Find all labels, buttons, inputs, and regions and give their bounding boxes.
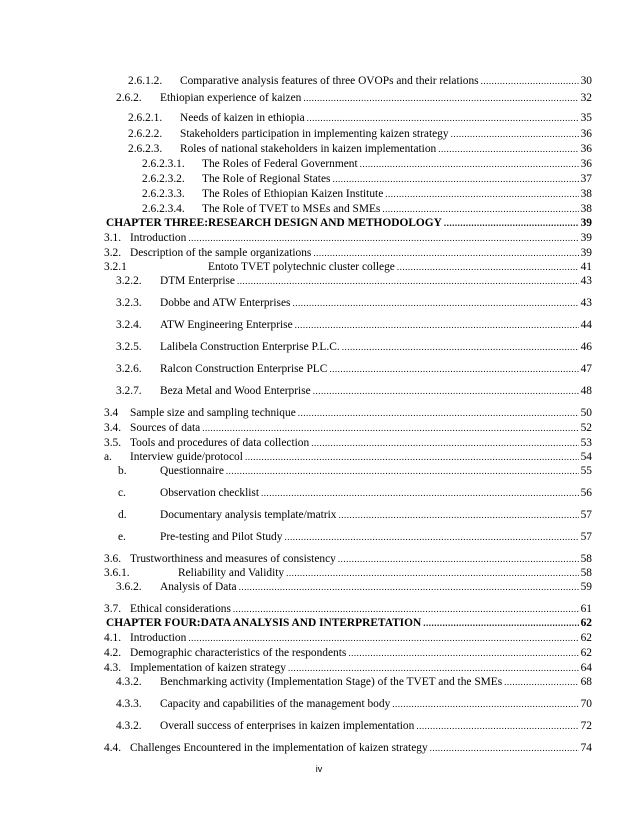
leader-dots bbox=[313, 246, 578, 260]
leader-dots bbox=[288, 661, 579, 675]
leader-dots bbox=[188, 231, 578, 245]
leader-dots bbox=[332, 172, 578, 186]
toc-entry-title: Entoto TVET polytechnic cluster college bbox=[208, 261, 395, 273]
leader-dots bbox=[286, 566, 579, 580]
leader-dots bbox=[348, 646, 578, 660]
leader-dots bbox=[504, 675, 578, 689]
leader-dots bbox=[392, 697, 578, 711]
toc-entry bbox=[116, 340, 592, 354]
toc-entry bbox=[142, 187, 592, 201]
toc-entry bbox=[118, 508, 592, 522]
toc-entry-page: 50 bbox=[580, 407, 592, 419]
toc-entry-title: Interview guide/protocol bbox=[130, 451, 243, 463]
toc-entry-number: 4.2. bbox=[104, 647, 122, 659]
toc-chapter-heading bbox=[106, 216, 592, 230]
toc-entry-number: 3.2.6. bbox=[116, 363, 142, 375]
leader-dots bbox=[313, 384, 579, 398]
toc-entry bbox=[104, 552, 592, 566]
toc-entry-number: 3.7. bbox=[104, 603, 122, 615]
toc-entry-number: 2.6.1.2. bbox=[128, 75, 163, 87]
leader-dots bbox=[295, 318, 579, 332]
toc-entry-title: ATW Engineering Enterprise bbox=[160, 319, 293, 331]
toc-entry-page: 48 bbox=[580, 385, 592, 397]
toc-entry bbox=[116, 91, 592, 105]
toc-entry-number: 4.3. bbox=[104, 662, 122, 674]
toc-entry-number: 3.2.2. bbox=[116, 275, 142, 287]
toc-entry-number: 3.2. bbox=[104, 247, 122, 259]
leader-dots bbox=[188, 631, 578, 645]
toc-entry-title: Lalibela Construction Enterprise P.L.C. bbox=[160, 341, 340, 353]
leader-dots bbox=[385, 187, 578, 201]
toc-entry-title: Implementation of kaizen strategy bbox=[130, 662, 286, 674]
toc-entry-number: 3.2.4. bbox=[116, 319, 142, 331]
toc-entry bbox=[104, 661, 592, 675]
toc-entry bbox=[118, 464, 592, 478]
toc-entry-page: 36 bbox=[580, 128, 592, 140]
toc-entry-page: 35 bbox=[580, 112, 592, 124]
toc-entry-number: 2.6.2. bbox=[116, 92, 142, 104]
toc-entry bbox=[104, 741, 592, 755]
toc-entry-page: 46 bbox=[580, 341, 592, 353]
toc-entry-number: 2.6.2.3. bbox=[128, 143, 163, 155]
toc-entry-number: 3.1. bbox=[104, 232, 122, 244]
toc-entry-title: Demographic characteristics of the respondents bbox=[130, 647, 347, 659]
toc-entry-number: b. bbox=[118, 465, 127, 477]
toc-entry-page: 62 bbox=[580, 647, 592, 659]
page-number-footer: iv bbox=[315, 764, 323, 774]
toc-entry-page: 36 bbox=[580, 143, 592, 155]
toc-entry-page: 72 bbox=[580, 720, 592, 732]
toc-entry-number: c. bbox=[118, 487, 126, 499]
toc-entry bbox=[128, 74, 592, 88]
leader-dots bbox=[329, 362, 578, 376]
leader-dots bbox=[360, 157, 579, 171]
toc-entry bbox=[104, 246, 592, 260]
toc-entry-title: Tools and procedures of data collection bbox=[130, 437, 310, 449]
toc-entry-page: 70 bbox=[580, 698, 592, 710]
toc-entry-title: The Role of Regional States bbox=[202, 173, 331, 185]
toc-entry-number: 3.6.2. bbox=[116, 581, 142, 593]
toc-entry bbox=[118, 486, 592, 500]
toc-entry-page: 37 bbox=[580, 173, 592, 185]
toc-entry-title: Analysis of Data bbox=[160, 581, 237, 593]
toc-entry-number: 3.6. bbox=[104, 553, 122, 565]
toc-entry bbox=[128, 111, 592, 125]
leader-dots bbox=[284, 530, 578, 544]
leader-dots bbox=[226, 464, 579, 478]
toc-entry-page: 55 bbox=[580, 465, 592, 477]
toc-entry-page: 54 bbox=[580, 451, 592, 463]
toc-entry-title: Sources of data bbox=[130, 422, 201, 434]
toc-entry-title: Ralcon Construction Enterprise PLC bbox=[160, 363, 328, 375]
toc-entry-number: 4.4. bbox=[104, 742, 122, 754]
leader-dots bbox=[245, 450, 579, 464]
leader-dots bbox=[298, 406, 579, 420]
toc-entry-title: Benchmarking activity (Implementation Stage) of the TVET and the SMEs bbox=[160, 676, 503, 688]
toc-entry-page: 43 bbox=[580, 297, 592, 309]
toc-entry-title: Needs of kaizen in ethiopia bbox=[180, 112, 305, 124]
toc-entry-page: 41 bbox=[580, 261, 592, 273]
toc-entry bbox=[104, 566, 592, 580]
leader-dots bbox=[339, 508, 579, 522]
toc-entry-number: 3.5. bbox=[104, 437, 122, 449]
toc-entry-title: DTM Enterprise bbox=[160, 275, 235, 287]
leader-dots bbox=[261, 486, 579, 500]
toc-entry-page: 58 bbox=[580, 553, 592, 565]
toc-entry-title: CHAPTER THREE:RESEARCH DESIGN AND METHODOLOGY bbox=[106, 217, 442, 229]
toc-entry bbox=[104, 436, 592, 450]
toc-entry-number: 3.2.7. bbox=[116, 385, 142, 397]
toc-entry-page: 59 bbox=[580, 581, 592, 593]
toc-entry-title: Introduction bbox=[130, 232, 187, 244]
toc-entry bbox=[128, 127, 592, 141]
toc-entry bbox=[104, 450, 592, 464]
toc-entry bbox=[104, 421, 592, 435]
toc-entry bbox=[118, 530, 592, 544]
toc-entry-number: e. bbox=[118, 531, 126, 543]
leader-dots bbox=[382, 202, 578, 216]
toc-entry-number: 3.2.5. bbox=[116, 341, 142, 353]
toc-entry-title: Stakeholders participation in implementing kaizen strategy bbox=[180, 128, 449, 140]
leader-dots bbox=[338, 552, 579, 566]
toc-entry-title: The Role of TVET to MSEs and SMEs bbox=[202, 203, 381, 215]
toc-entry-page: 39 bbox=[580, 232, 592, 244]
leader-dots bbox=[233, 602, 579, 616]
toc-entry bbox=[116, 296, 592, 310]
toc-entry bbox=[104, 231, 592, 245]
toc-entry-page: 39 bbox=[580, 247, 592, 259]
toc-entry-number: a. bbox=[104, 451, 112, 463]
toc-entry bbox=[142, 157, 592, 171]
toc-entry-number: 3.4. bbox=[104, 422, 122, 434]
toc-chapter-heading bbox=[106, 616, 592, 630]
toc-entry-title: Reliability and Validity bbox=[178, 567, 285, 579]
toc-entry-page: 57 bbox=[580, 509, 592, 521]
toc-entry-number: 3.4 bbox=[104, 407, 119, 419]
toc-entry-page: 38 bbox=[580, 203, 592, 215]
toc-entry-page: 57 bbox=[580, 531, 592, 543]
toc-entry-title: Dobbe and ATW Enterprises bbox=[160, 297, 291, 309]
leader-dots bbox=[416, 719, 578, 733]
toc-entry-number: 4.3.2. bbox=[116, 676, 142, 688]
toc-entry bbox=[104, 602, 592, 616]
toc-entry-title: Description of the sample organizations bbox=[130, 247, 312, 259]
leader-dots bbox=[292, 296, 578, 310]
toc-entry-number: 3.6.1. bbox=[104, 567, 130, 579]
leader-dots bbox=[311, 436, 578, 450]
toc-entry-title: CHAPTER FOUR:DATA ANALYSIS AND INTERPRETATION bbox=[106, 617, 422, 629]
toc-entry-title: Beza Metal and Wood Enterprise bbox=[160, 385, 311, 397]
toc-entry-title: Documentary analysis template/matrix bbox=[160, 509, 337, 521]
toc-entry-title: Observation checklist bbox=[160, 487, 260, 499]
toc-entry-title: Introduction bbox=[130, 632, 187, 644]
toc-entry-page: 38 bbox=[580, 188, 592, 200]
toc-entry bbox=[116, 384, 592, 398]
toc-entry-page: 74 bbox=[580, 742, 592, 754]
toc-entry-number: 2.6.2.3.4. bbox=[142, 203, 185, 215]
toc-entry bbox=[104, 631, 592, 645]
toc-entry bbox=[142, 202, 592, 216]
toc-entry-page: 43 bbox=[580, 275, 592, 287]
leader-dots bbox=[397, 260, 579, 274]
toc-entry-page: 47 bbox=[580, 363, 592, 375]
toc-entry-page: 39 bbox=[580, 217, 592, 229]
toc-entry bbox=[104, 406, 592, 420]
leader-dots bbox=[342, 340, 579, 354]
leader-dots bbox=[430, 741, 579, 755]
leader-dots bbox=[451, 127, 579, 141]
leader-dots bbox=[481, 74, 579, 88]
toc-entry-title: The Roles of Ethiopian Kaizen Institute bbox=[202, 188, 384, 200]
toc-entry-number: 2.6.2.2. bbox=[128, 128, 163, 140]
toc-entry-number: 2.6.2.1. bbox=[128, 112, 163, 124]
toc-entry bbox=[116, 274, 592, 288]
leader-dots bbox=[444, 216, 579, 230]
leader-dots bbox=[438, 142, 578, 156]
toc-entry bbox=[116, 580, 592, 594]
toc-entry-number: 4.1. bbox=[104, 632, 122, 644]
toc-entry-page: 52 bbox=[580, 422, 592, 434]
toc-entry-title: Overall success of enterprises in kaizen implementation bbox=[160, 720, 415, 732]
leader-dots bbox=[202, 421, 578, 435]
toc-entry bbox=[116, 697, 592, 711]
toc-entry-page: 56 bbox=[580, 487, 592, 499]
toc-entry bbox=[128, 142, 592, 156]
leader-dots bbox=[307, 111, 579, 125]
toc-entry-number: 4.3.2. bbox=[116, 720, 142, 732]
leader-dots bbox=[423, 616, 578, 630]
toc-entry bbox=[116, 675, 592, 689]
toc-entry-page: 62 bbox=[580, 617, 592, 629]
toc-entry-page: 53 bbox=[580, 437, 592, 449]
toc-entry-number: 4.3.3. bbox=[116, 698, 142, 710]
toc-entry-title: Roles of national stakeholders in kaizen implementation bbox=[180, 143, 437, 155]
toc-entry-page: 58 bbox=[580, 567, 592, 579]
toc-entry-title: Ethiopian experience of kaizen bbox=[160, 92, 302, 104]
toc-entry-page: 36 bbox=[580, 158, 592, 170]
toc-entry bbox=[116, 362, 592, 376]
leader-dots bbox=[237, 274, 579, 288]
toc-entry-page: 30 bbox=[580, 75, 592, 87]
leader-dots bbox=[239, 580, 579, 594]
toc-entry-title: Pre-testing and Pilot Study bbox=[160, 531, 283, 543]
toc-entry-number: 2.6.2.3.2. bbox=[142, 173, 185, 185]
toc-entry-page: 61 bbox=[580, 603, 592, 615]
toc-entry-page: 64 bbox=[580, 662, 592, 674]
toc-entry-number: 2.6.2.3.1. bbox=[142, 158, 185, 170]
toc-entry-title: Challenges Encountered in the implementation of kaizen strategy bbox=[130, 742, 428, 754]
toc-entry-title: Ethical considerations bbox=[130, 603, 231, 615]
toc-entry-title: The Roles of Federal Government bbox=[202, 158, 358, 170]
toc-entry-page: 62 bbox=[580, 632, 592, 644]
toc-entry-title: Trustworthiness and measures of consistency bbox=[130, 553, 336, 565]
toc-entry-page: 44 bbox=[580, 319, 592, 331]
toc-entry bbox=[104, 646, 592, 660]
toc-entry-number: d. bbox=[118, 509, 127, 521]
toc-entry-title: Comparative analysis features of three OVOPs and their relations bbox=[180, 75, 479, 87]
toc-entry bbox=[142, 172, 592, 186]
toc-entry-number: 2.6.2.3.3. bbox=[142, 188, 185, 200]
leader-dots bbox=[303, 91, 578, 105]
toc-entry-title: Capacity and capabilities of the management body bbox=[160, 698, 391, 710]
toc-entry-number: 3.2.1 bbox=[104, 261, 127, 273]
toc-entry-number: 3.2.3. bbox=[116, 297, 142, 309]
toc-entry-page: 32 bbox=[580, 92, 592, 104]
toc-entry-title: Questionnaire bbox=[160, 465, 224, 477]
toc-entry bbox=[116, 719, 592, 733]
toc-entry bbox=[104, 260, 592, 274]
toc-entry-title: Sample size and sampling technique bbox=[130, 407, 296, 419]
toc-entry bbox=[116, 318, 592, 332]
toc-entry-page: 68 bbox=[580, 676, 592, 688]
